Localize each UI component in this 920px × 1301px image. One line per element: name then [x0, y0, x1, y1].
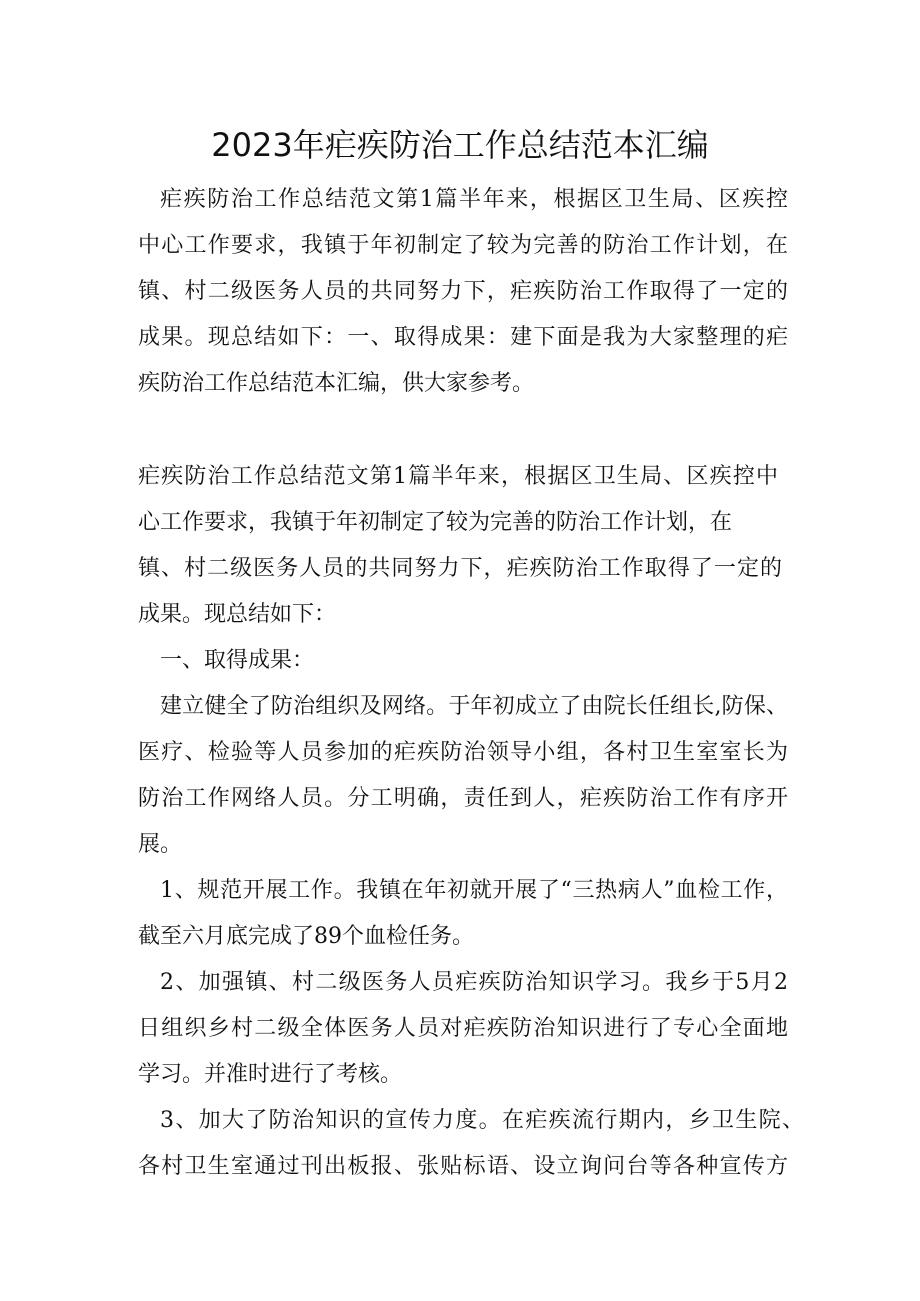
- body-line: 心工作要求，我镇于年初制定了较为完善的防治工作计划，在: [138, 510, 733, 535]
- intro-line: 疾防治工作总结范本汇编，供大家参考。: [138, 371, 535, 396]
- intro-line: 成果。现总结如下：一、取得成果：建下面是我为大家整理的疟: [138, 325, 788, 350]
- list-item-line: 3、加大了防治知识的宣传力度。在疟疾流行期内，乡卫生院、: [160, 1108, 804, 1133]
- intro-line: 镇、村二级医务人员的共同努力下，疟疾防治工作取得了一定的: [138, 279, 788, 304]
- list-item-line: 1、规范开展工作。我镇在年初就开展了“三热病人”血检工作，: [160, 878, 788, 903]
- section-heading: 一、取得成果：: [160, 648, 315, 673]
- page-title: 2023年疟疾防治工作总结范本汇编: [211, 126, 709, 164]
- list-item-line: 学习。并准时进行了考核。: [138, 1062, 403, 1087]
- body-line: 展。: [138, 832, 183, 857]
- list-item-line: 2、加强镇、村二级医务人员疟疾防治知识学习。我乡于5月2: [160, 970, 788, 995]
- list-item-line: 截至六月底完成了89个血检任务。: [138, 924, 474, 949]
- intro-line: 疟疾防治工作总结范文第1篇半年来，根据区卫生局、区疾控: [160, 187, 788, 212]
- body-line: 疟疾防治工作总结范文第1篇半年来，根据区卫生局、区疾控中: [138, 464, 778, 489]
- intro-line: 中心工作要求，我镇于年初制定了较为完善的防治工作计划，在: [138, 233, 788, 258]
- body-line: 成果。现总结如下：: [138, 602, 337, 627]
- body-line: 建立健全了防治组织及网络。于年初成立了由院长任组长,防保、: [160, 694, 788, 719]
- list-item-line: 各村卫生室通过刊出板报、张贴标语、设立询问台等各种宣传方: [138, 1154, 788, 1179]
- body-line: 镇、村二级医务人员的共同努力下，疟疾防治工作取得了一定的: [138, 556, 782, 581]
- body-line: 防治工作网络人员。分工明确，责任到人，疟疾防治工作有序开: [138, 786, 788, 811]
- list-item-line: 日组织乡村二级全体医务人员对疟疾防治知识进行了专心全面地: [138, 1016, 788, 1041]
- body-line: 医疗、检验等人员参加的疟疾防治领导小组，各村卫生室室长为: [138, 740, 788, 765]
